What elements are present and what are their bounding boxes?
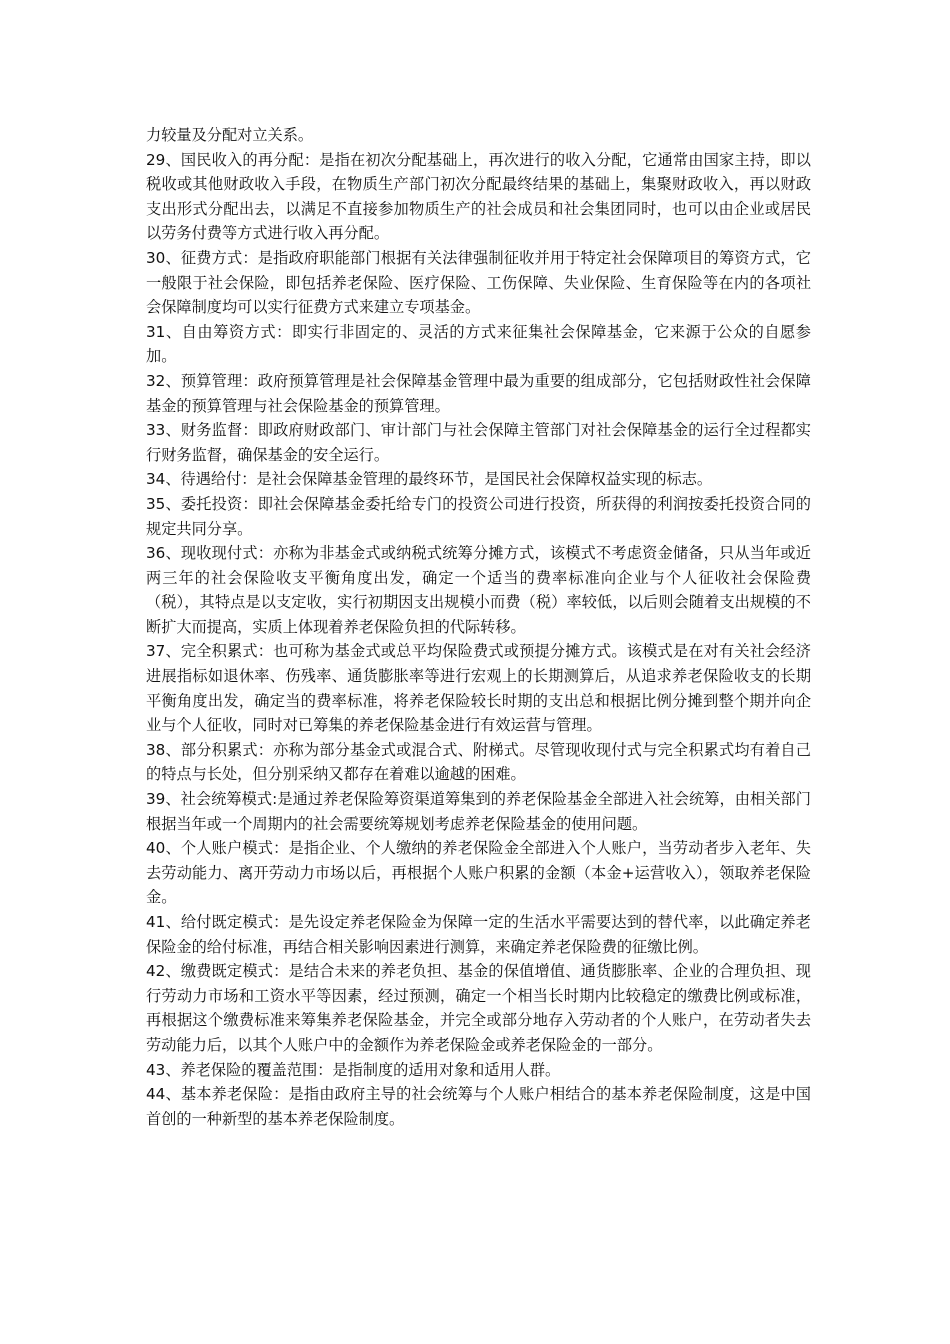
- paragraph-34: 34、待遇给付：是社会保障基金管理的最终环节，是国民社会保障权益实现的标志。: [146, 470, 713, 489]
- document-body: [146, 123, 811, 1131]
- paragraph-40: 40、个人账户模式：是指企业、个人缴纳的养老保险金全部进入个人账户，当劳动者步入老年、失去劳动能力、离开劳动力市场以后，再根据个人账户积累的金额（本金+运营收入），领取养老保险金。: [146, 839, 811, 907]
- paragraph-36: 36、现收现付式：亦称为非基金式或纳税式统筹分摊方式，该模式不考虑资金储备，只从当年或近两三年的社会保险收支平衡角度出发，确定一个适当的费率标准向企业与个人征收社会保险费（税），其特点是以支定收，实行初期因支出规模小而费（税）率较低，以后则会随着支出规模的不断扩大而提高，实质上体现着养老保险负担的代际转移。: [146, 544, 811, 636]
- paragraph-35: 35、委托投资：即社会保障基金委托给专门的投资公司进行投资，所获得的利润按委托投资合同的规定共同分享。: [146, 494, 811, 538]
- paragraph-31: 31、自由筹资方式：即实行非固定的、灵活的方式来征集社会保障基金，它来源于公众的自愿参加。: [146, 322, 811, 366]
- paragraph-41: 41、给付既定模式：是先设定养老保险金为保障一定的生活水平需要达到的替代率，以此确定养老保险金的给付标准，再结合相关影响因素进行测算，来确定养老保险费的征缴比例。: [146, 913, 811, 956]
- paragraph-30: 30、征费方式：是指政府职能部门根据有关法律强制征收并用于特定社会保障项目的筹资方式，它一般限于社会保险，即包括养老保险、医疗保险、工伤保障、失业保险、生育保险等在内的各项社会保障制度均可以实行征费方式来建立专项基金。: [146, 248, 811, 317]
- paragraph-continuation: 力较量及分配对立关系。: [146, 126, 314, 144]
- paragraph-29: 29、国民收入的再分配：是指在初次分配基础上，再次进行的收入分配，它通常由国家主持，即以税收或其他财政收入手段，在物质生产部门初次分配最终结果的基础上，集聚财政收入，再以财政支出形式分配出去，以满足不直接参加物质生产的社会成员和社会集团同时，也可以由企业或居民以劳务付费等方式进行收入再分配。: [146, 150, 811, 243]
- paragraph-38: 38、部分积累式：亦称为部分基金式或混合式、附梯式。尽管现收现付式与完全积累式均有着自己的特点与长处，但分别采纳又都存在着难以逾越的困难。: [146, 740, 811, 784]
- paragraph-33: 33、财务监督：即政府财政部门、审计部门与社会保障主管部门对社会保障基金的运行全过程都实行财务监督，确保基金的安全运行。: [146, 421, 811, 464]
- paragraph-39: 39、社会统筹模式:是通过养老保险筹资渠道筹集到的养老保险基金全部进入社会统筹，由相关部门根据当年或一个周期内的社会需要统筹规划考虑养老保险基金的使用问题。: [146, 790, 811, 833]
- paragraph-42: 42、缴费既定模式：是结合未来的养老负担、基金的保值增值、通货膨胀率、企业的合理负担、现行劳动力市场和工资水平等因素，经过预测，确定一个相当长时期内比较稳定的缴费比例或标准，再根据这个缴费标准来筹集养老保险基金，并完全或部分地存入劳动者的个人账户，在劳动者失去劳动能力后，以其个人账户中的金额作为养老保险金或养老保险金的一部分。: [146, 962, 811, 1054]
- paragraph-43: 43、养老保险的覆盖范围：是指制度的适用对象和适用人群。: [146, 1060, 561, 1079]
- paragraph-37: 37、完全积累式：也可称为基金式或总平均保险费式或预提分摊方式。该模式是在对有关社会经济进展指标如退休率、伤残率、通货膨胀率等进行宏观上的长期测算后，从追求养老保险收支的长期平衡角度出发，确定当的费率标准，将养老保险较长时期的支出总和根据比例分摊到整个期并向企业与个人征收，同时对已筹集的养老保险基金进行有效运营与管理。: [146, 642, 811, 735]
- paragraph-32: 32、预算管理：政府预算管理是社会保障基金管理中最为重要的组成部分，它包括财政性社会保障基金的预算管理与社会保险基金的预算管理。: [146, 371, 811, 415]
- paragraph-44: 44、基本养老保险：是指由政府主导的社会统筹与个人账户相结合的基本养老保险制度，这是中国首创的一种新型的基本养老保险制度。: [146, 1085, 811, 1128]
